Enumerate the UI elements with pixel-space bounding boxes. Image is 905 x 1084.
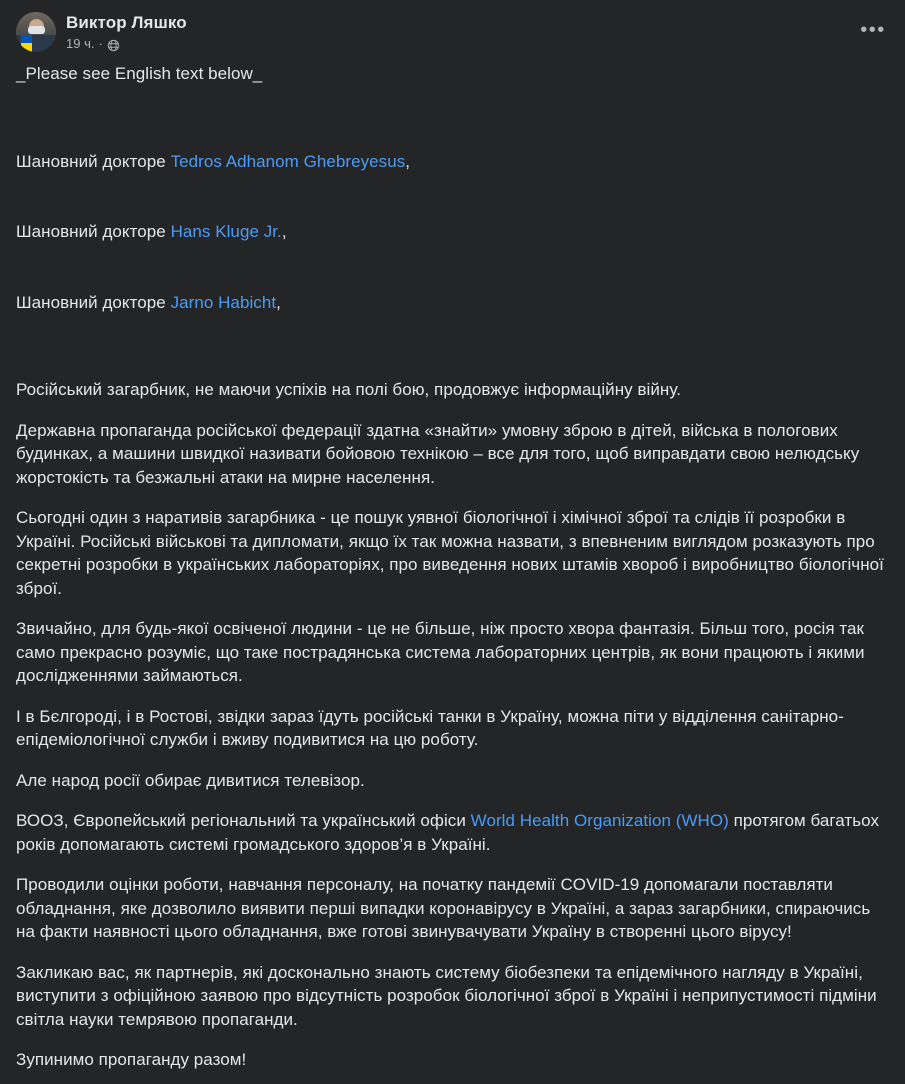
- post-header-text: [66, 12, 187, 52]
- post-paragraph-8: Проводили оцінки роботи, навчання персоналу, на початку пандемії COVID-19 допомагали поставляти обладнання, яке дозволило виявити перші випадки коронавірусу в Україні, а зараз загарбники, спираючись на факти наявності цього обладнання, вже готові звинувачувати Україну в створенні цього вірусу!: [16, 875, 876, 941]
- avatar-mask: [28, 26, 45, 34]
- post-paragraph-7: [16, 809, 889, 856]
- avatar-flag-top: [21, 35, 32, 43]
- salutation-prefix-1: Шановний докторе: [16, 151, 171, 171]
- post-body: [16, 62, 889, 1072]
- salutation-line-2: [16, 220, 889, 244]
- post-paragraph-6: Але народ росії обирає дивитися телевізор.: [16, 770, 365, 790]
- post-paragraph-intro: _Please see English text below_: [16, 64, 263, 83]
- post-paragraph-9: Закликаю вас, як партнерів, які досконально знають систему біобезпеки та епідемічного нагляду в Україні, виступити з офіційною заявою про відсутність розробок біологічної зброї в Україні і неприпустимості підміни світла науки темрявою пропаганди.: [16, 962, 882, 1029]
- salutation-line-3: [16, 291, 889, 315]
- link-jarno-habicht[interactable]: Jarno Habicht: [170, 292, 277, 312]
- paragraph-7-suffix: протягом багатьох років допомагають системі громадського здоров’я в Україні.: [16, 811, 884, 854]
- post-paragraph-10: Зупинимо пропаганду разом!: [16, 1050, 247, 1069]
- post-salutations: [16, 103, 889, 362]
- post-paragraph-4: Звичайно, для будь-якої освіченої людини - це не більше, ніж просто хвора фантазія. Більш того, росія так само прекрасно розуміє, що таке пострадянська система лабораторних центрів, як вони працюють і якими дослідженнями займаються.: [16, 619, 870, 685]
- salutation-suffix-1: ,: [405, 151, 411, 171]
- post-paragraph-2: Державна пропаганда російської федерації здатна «знайти» умовну зброю в дітей, війська в пологових будинках, а машини швидкої називати бойовою технікою – все для того, щоб виправдати свою нелюдську жорстокість та безжальні атаки на мирне населення.: [16, 420, 865, 487]
- post-paragraph-1: Російський загарбник, не маючи успіхів на полі бою, продовжує інформаційну війну.: [16, 380, 681, 399]
- post-paragraph-3: Сьогодні один з наративів загарбника - це пошук уявної біологічної і хімічної зброї та слідів її розробки в Україні. Російські військові та дипломати, якщо їх так можна назвати, з впевненим виглядом розказують про секретні розробки в українських лабораторіях, про виведення нових штамів хвороб і виробництво біологічної зброї.: [16, 508, 889, 598]
- post-timestamp[interactable]: 19 ч.: [66, 36, 95, 51]
- post-header: [16, 12, 889, 56]
- avatar[interactable]: [16, 12, 56, 52]
- post-paragraph-5: І в Бєлгороді, і в Ростові, звідки зараз їдуть російські танки в Україну, можна піти у відділення санітарно-епідеміологічної служби і вживу подивитися на цю роботу.: [16, 706, 844, 749]
- link-world-health-organization[interactable]: World Health Organization (WHO): [470, 811, 729, 830]
- globe-icon[interactable]: [107, 39, 120, 52]
- salutation-suffix-2: ,: [281, 222, 287, 241]
- link-hans-kluge-jr[interactable]: Hans Kluge Jr.: [170, 222, 282, 241]
- link-tedros-adhanom-ghebreyesus[interactable]: Tedros Adhanom Ghebreyesus: [170, 151, 406, 171]
- post-author-name[interactable]: Виктор Ляшко: [66, 13, 187, 32]
- post-meta: [66, 36, 187, 52]
- meta-separator: ·: [98, 36, 103, 51]
- salutation-suffix-3: ,: [276, 292, 281, 312]
- salutation-prefix-2: Шановний докторе: [16, 222, 171, 241]
- post-options-menu-button[interactable]: •••: [860, 19, 886, 41]
- avatar-flag-bottom: [21, 43, 32, 52]
- paragraph-7-prefix: ВООЗ, Європейський регіональний та український офіси: [16, 811, 471, 830]
- salutation-prefix-3: Шановний докторе: [16, 292, 171, 312]
- salutation-line-1: [16, 150, 889, 174]
